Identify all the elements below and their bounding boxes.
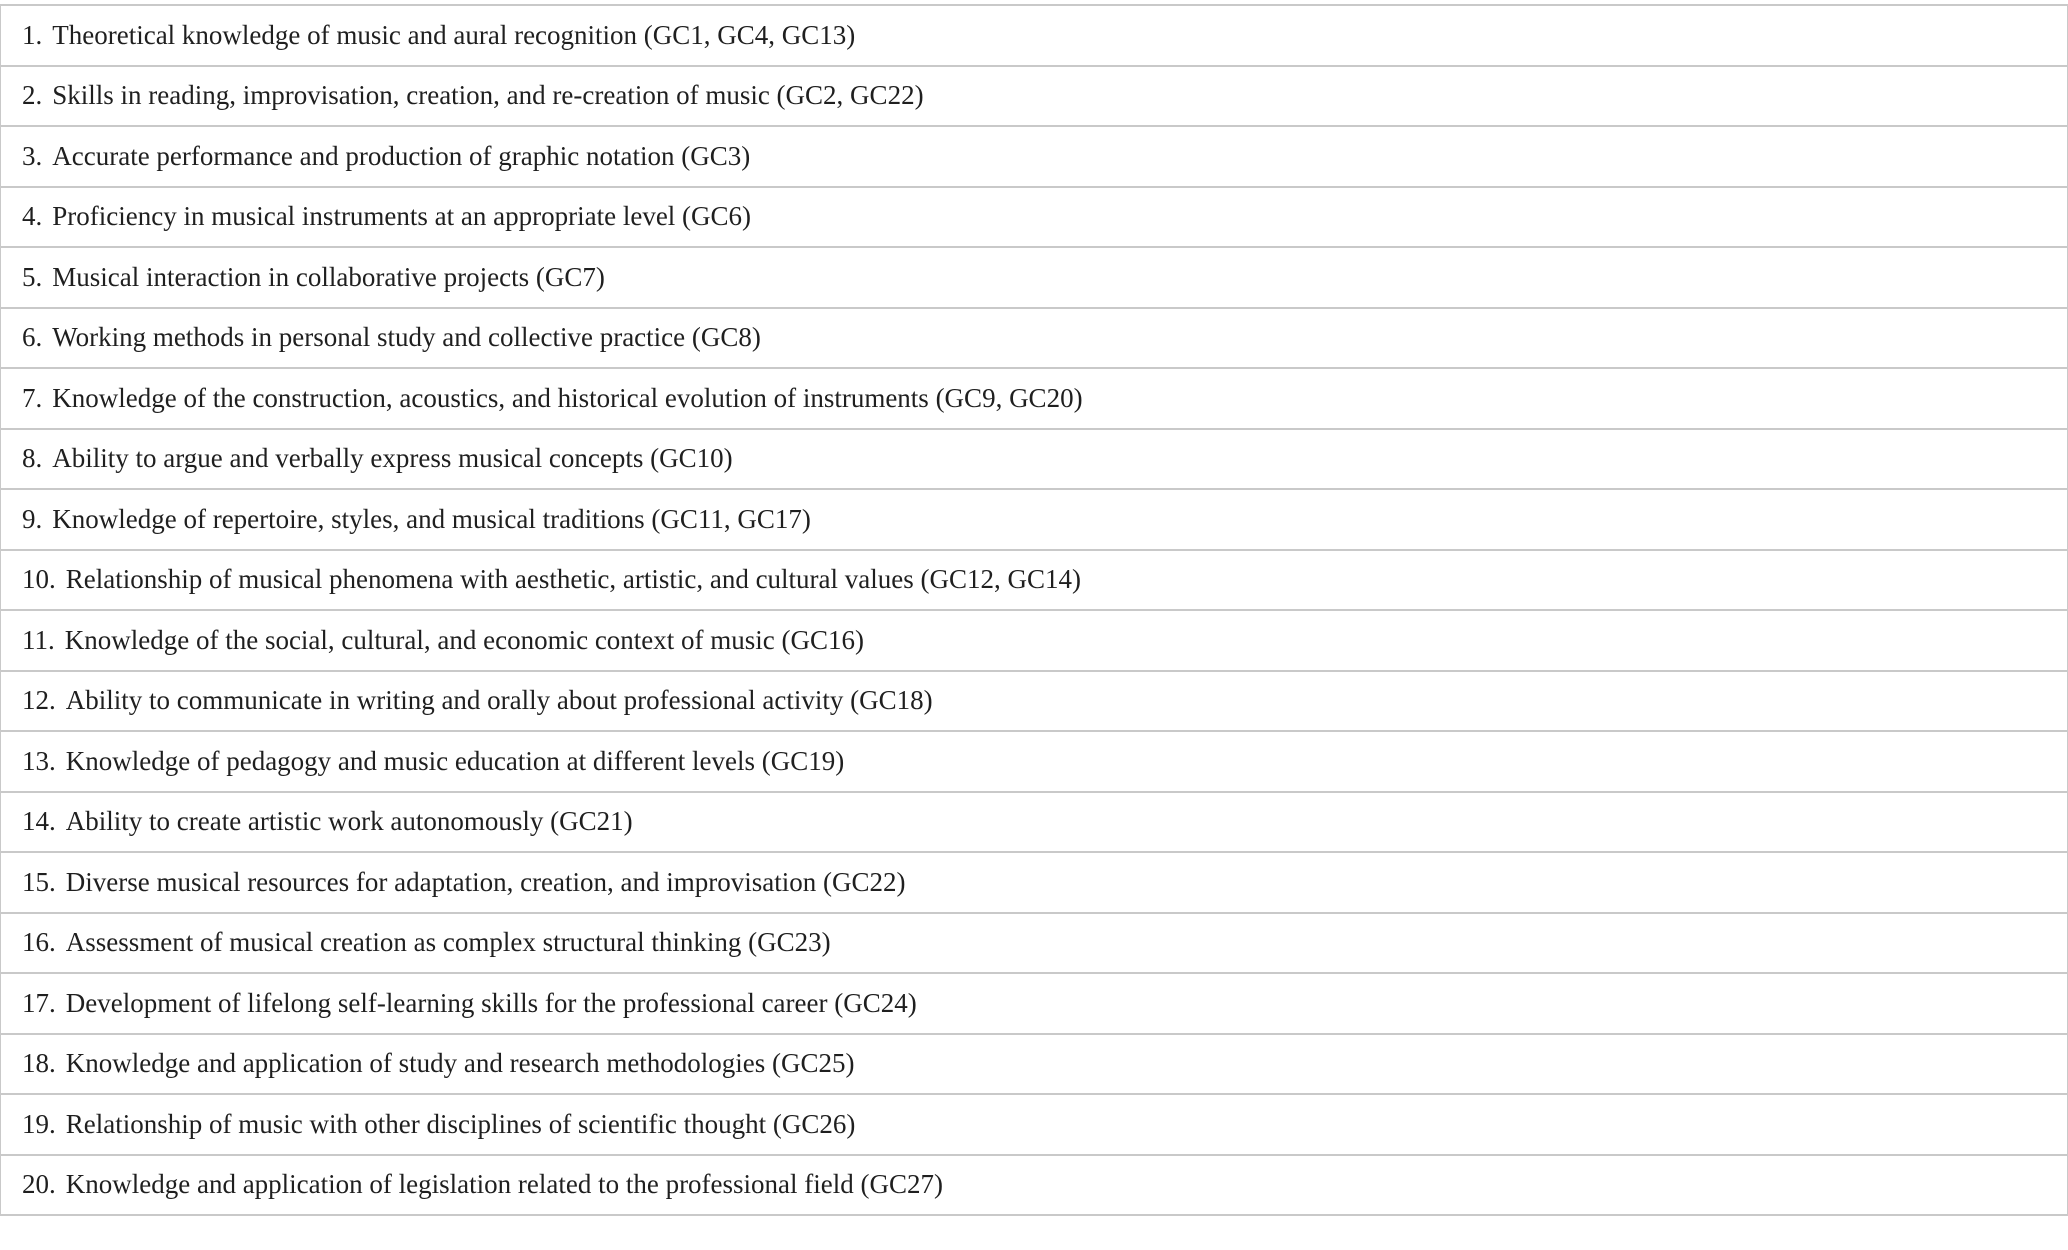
row-number: 5. [22,261,43,292]
row-number: 10. [22,564,56,595]
row-text: Knowledge of repertoire, styles, and musical traditions (GC11, GC17) [52,503,811,534]
competencies-table [0,4,2068,1216]
competencies-table-body [1,5,2068,1215]
row-number: 14. [22,806,56,837]
table-cell [1,731,2068,792]
table-row [1,852,2068,913]
row-text: Assessment of musical creation as complex structural thinking (GC23) [65,927,831,958]
row-number: 12. [22,685,56,716]
table-cell [1,973,2068,1034]
row-number: 9. [22,503,43,534]
table-row [1,792,2068,853]
table-row [1,973,2068,1034]
table-cell [1,308,2068,369]
row-number: 13. [22,745,56,776]
table-cell [1,550,2068,611]
row-number: 18. [22,1048,56,1079]
table-row [1,731,2068,792]
row-number: 15. [22,866,56,897]
row-text: Ability to communicate in writing and orally about professional activity (GC18) [65,685,933,716]
table-cell [1,126,2068,187]
table-cell [1,5,2068,66]
table-row [1,66,2068,127]
row-text: Musical interaction in collaborative projects (GC7) [52,261,605,292]
table-cell [1,368,2068,429]
table-cell [1,610,2068,671]
table-row [1,610,2068,671]
row-text: Proficiency in musical instruments at an appropriate level (GC6) [52,201,752,232]
table-row [1,489,2068,550]
table-row [1,5,2068,66]
table-cell [1,429,2068,490]
table-cell [1,792,2068,853]
row-number: 2. [22,80,43,111]
table-row [1,1155,2068,1216]
row-text: Knowledge of pedagogy and music education at different levels (GC19) [65,745,845,776]
row-number: 7. [22,382,43,413]
table-cell [1,187,2068,248]
row-text: Development of lifelong self-learning skills for the professional career (GC24) [65,987,917,1018]
table-row [1,247,2068,308]
row-text: Accurate performance and production of graphic notation (GC3) [52,140,751,171]
table-cell [1,1034,2068,1095]
row-number: 16. [22,927,56,958]
table-cell [1,671,2068,732]
row-text: Ability to argue and verbally express musical concepts (GC10) [52,443,733,474]
table-row [1,368,2068,429]
row-text: Working methods in personal study and collective practice (GC8) [52,322,761,353]
row-number: 19. [22,1108,56,1139]
row-text: Knowledge of the construction, acoustics, and historical evolution of instruments (GC9, GC20) [52,382,1083,413]
table-row [1,1034,2068,1095]
row-text: Theoretical knowledge of music and aural recognition (GC1, GC4, GC13) [52,19,856,50]
row-number: 20. [22,1169,56,1200]
table-cell [1,852,2068,913]
row-number: 17. [22,987,56,1018]
table-cell [1,913,2068,974]
table-row [1,187,2068,248]
row-text: Knowledge and application of study and research methodologies (GC25) [65,1048,855,1079]
competencies-table-container [0,4,2068,1216]
table-row [1,1094,2068,1155]
row-text: Relationship of musical phenomena with aesthetic, artistic, and cultural values (GC12, GC14) [65,564,1082,595]
table-row [1,308,2068,369]
table-cell [1,66,2068,127]
row-number: 1. [22,19,43,50]
table-cell [1,1155,2068,1216]
row-number: 3. [22,140,43,171]
table-cell [1,489,2068,550]
row-number: 8. [22,443,43,474]
row-text: Knowledge and application of legislation related to the professional field (GC27) [65,1169,943,1200]
table-row [1,429,2068,490]
table-row [1,913,2068,974]
table-row [1,126,2068,187]
row-number: 4. [22,201,43,232]
table-cell [1,1094,2068,1155]
row-text: Knowledge of the social, cultural, and economic context of music (GC16) [64,624,865,655]
row-number: 11. [22,624,55,655]
row-text: Ability to create artistic work autonomously (GC21) [65,806,633,837]
row-number: 6. [22,322,43,353]
row-text: Diverse musical resources for adaptation, creation, and improvisation (GC22) [65,866,906,897]
table-row [1,550,2068,611]
row-text: Relationship of music with other disciplines of scientific thought (GC26) [65,1108,856,1139]
table-row [1,671,2068,732]
table-cell [1,247,2068,308]
row-text: Skills in reading, improvisation, creation, and re-creation of music (GC2, GC22) [52,80,924,111]
